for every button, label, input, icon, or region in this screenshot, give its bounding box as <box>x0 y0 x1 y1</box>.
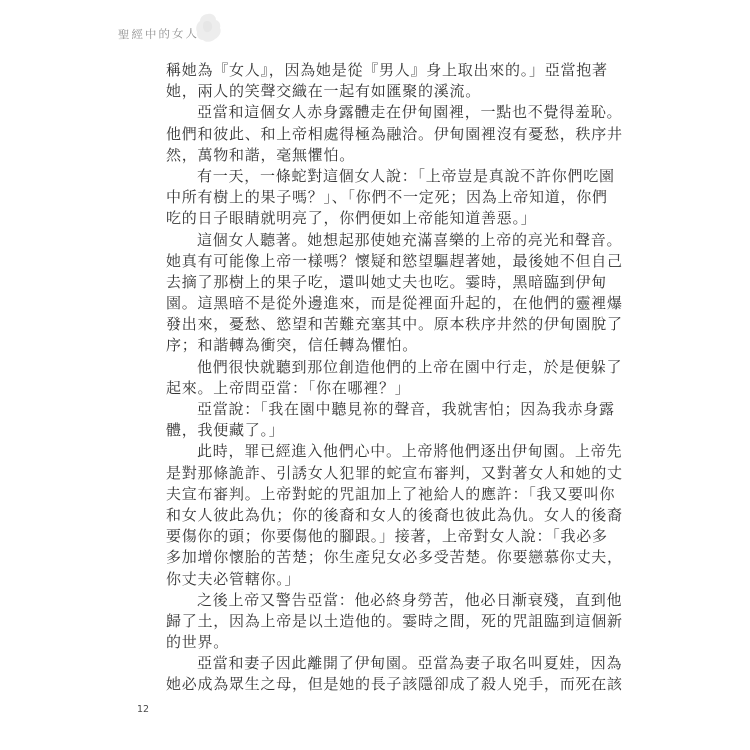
text-line: 起來。上帝問亞當：「你在哪裡？」 <box>166 380 411 397</box>
text-line: 他們和彼此、和上帝相處得極為融洽。伊甸園裡沒有憂愁，秩序井 <box>166 126 623 143</box>
text-line: 發出來，憂愁、慾望和苦難充塞其中。原本秩序井然的伊甸園脫了 <box>166 317 623 334</box>
book-title: 聖經中的女人 <box>117 28 200 42</box>
text-line: 亞當和妻子因此離開了伊甸園。亞當為妻子取名叫夏娃，因為 <box>197 656 623 673</box>
text-line: 吃的日子眼睛就明亮了，你們便如上帝能知道善惡。」 <box>166 211 537 228</box>
text-line: 和女人彼此為仇；你的後裔和女人的後裔也彼此為仇。女人的後裔 <box>166 507 623 524</box>
text-line: 有一天，一條蛇對這個女人說：「上帝豈是真說不許你們吃園 <box>197 168 615 185</box>
text-line: 多加增你懷胎的苦楚；你生產兒女必多受苦楚。你要戀慕你丈夫， <box>166 550 623 567</box>
text-line: 中所有樹上的果子嗎？」、「你們不一定死；因為上帝知道，你們 <box>166 190 608 207</box>
text-line: 歸了土，因為上帝是以土造他的。霎時之間，死的咒詛臨到這個新 <box>166 613 623 630</box>
text-line: 她，兩人的笑聲交織在一起有如匯聚的溪流。 <box>166 84 482 101</box>
text-line: 夫宣布審判。上帝對蛇的咒詛加上了祂給人的應許：「我又要叫你 <box>166 486 616 503</box>
text-line: 她真有可能像上帝一樣嗎？懷疑和慾望驅趕著她，最後她不但自己 <box>166 253 623 270</box>
text-line: 園。這黑暗不是從外邊進來，而是從裡面升起的，在他們的靈裡爆 <box>166 296 623 313</box>
text-line: 此時，罪已經進入他們心中。上帝將他們逐出伊甸園。上帝先 <box>197 444 623 461</box>
text-line: 他們很快就聽到那位創造他們的上帝在園中行走，於是便躲了 <box>197 359 623 376</box>
ink-sketch-blob-icon <box>195 13 222 43</box>
text-line: 體，我便藏了。」 <box>166 423 285 440</box>
text-line: 是對那條詭詐、引誘女人犯罪的蛇宣布審判，又對著女人和她的丈 <box>166 465 623 482</box>
text-line: 亞當和這個女人赤身露體走在伊甸園裡，一點也不覺得羞恥。 <box>197 105 623 122</box>
text-line: 的世界。 <box>166 635 230 652</box>
text-line: 然，萬物和諧，毫無懼怕。 <box>166 147 356 164</box>
text-line: 要傷你的頭；你要傷他的腳跟。」接著，上帝對女人說：「我必多 <box>166 529 608 546</box>
text-line: 這個女人聽著。她想起那使她充滿喜樂的上帝的亮光和聲音。 <box>197 232 623 249</box>
text-line: 她必成為眾生之母，但是她的長子該隱卻成了殺人兇手，而死在該 <box>166 677 623 694</box>
text-line: 去摘了那樹上的果子吃，還叫她丈夫也吃。霎時，黑暗臨到伊甸 <box>166 274 608 291</box>
text-line: 亞當說：「我在園中聽見祢的聲音，我就害怕；因為我赤身露 <box>197 402 615 418</box>
text-line: 稱她為『女人』，因為她是從『男人』身上取出來的。」亞當抱著 <box>166 63 608 79</box>
text-line: 你丈夫必管轄你。」 <box>166 571 301 588</box>
page-number: 12 <box>137 704 150 715</box>
body-text <box>166 61 623 697</box>
text-line: 之後上帝又警告亞當：他必終身勞苦，他必日漸衰殘，直到他 <box>197 592 623 609</box>
text-line: 序；和諧轉為衝突，信任轉為懼怕。 <box>166 338 419 355</box>
